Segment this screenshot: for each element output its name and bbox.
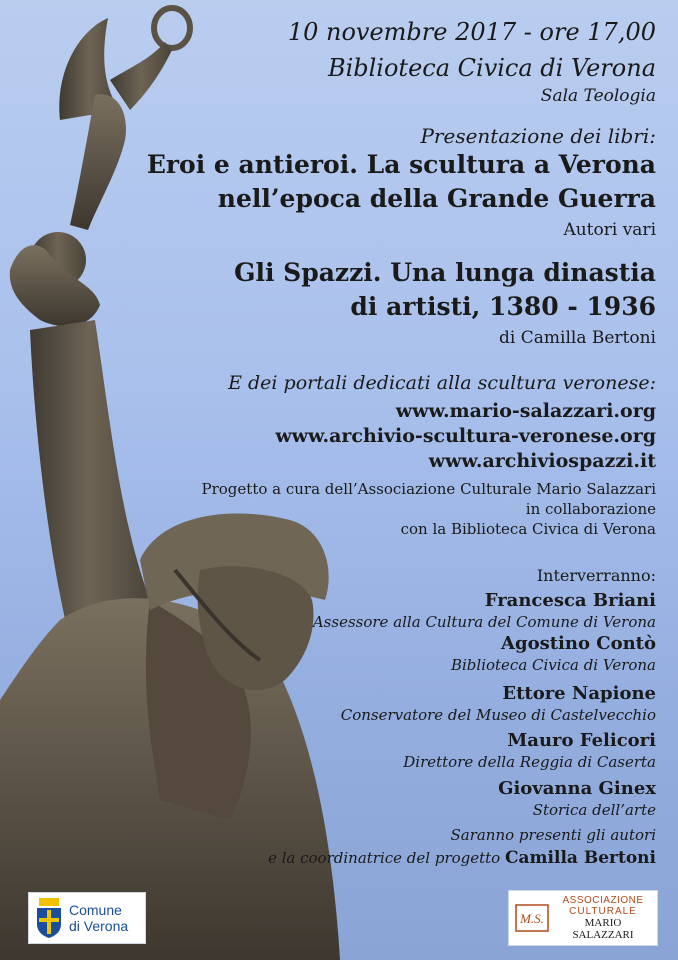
closing-line2 [268, 848, 656, 868]
portals-intro: E dei portali dedicati alla scultura veronese: [228, 372, 656, 394]
speaker-role: Direttore della Reggia di Caserta [403, 753, 656, 771]
speakers-intro: Interverranno: [536, 566, 656, 585]
speaker-name: Giovanna Ginex [498, 778, 656, 799]
coordinator-name: Camilla Bertoni [505, 848, 656, 868]
book1-title-line2: nell’epoca della Grande Guerra [217, 184, 656, 213]
project-credit-line2: in collaborazione [525, 500, 656, 518]
ms-monogram-icon [515, 901, 549, 935]
project-credit-line1: Progetto a cura dell’Associazione Culturale Mario Salazzari [201, 480, 656, 498]
book1-title-line1: Eroi e antieroi. La scultura a Verona [146, 150, 656, 179]
assoc-mark-text: M.S. [520, 911, 544, 926]
speaker-name: Francesca Briani [484, 590, 656, 611]
book2-author: di Camilla Bertoni [499, 328, 656, 348]
book1-author: Autori vari [563, 220, 656, 240]
speaker-name: Ettore Napione [502, 683, 656, 704]
verona-crest-icon [35, 898, 63, 938]
closing-line2-prefix: e la coordinatrice del progetto [267, 849, 501, 867]
assoc-logo-line2: CULTURALE [569, 906, 637, 917]
presentation-intro: Presentazione dei libri: [420, 124, 656, 148]
speaker-role: Storica dell’arte [532, 801, 656, 819]
speaker-role: Biblioteca Civica di Verona [450, 656, 656, 674]
portal-url-link[interactable]: www.archivio-scultura-veronese.org [275, 425, 656, 447]
speaker-name: Mauro Felicori [507, 730, 656, 751]
event-room: Sala Teologia [540, 86, 656, 106]
comune-logo-line2: di Verona [69, 918, 129, 934]
book2-title-line1: Gli Spazzi. Una lunga dinastia [234, 258, 656, 287]
project-credit-line3: con la Biblioteca Civica di Verona [400, 520, 656, 538]
speaker-role: Assessore alla Cultura del Comune di Verona [312, 613, 656, 631]
portal-url-link[interactable]: www.archiviospazzi.it [428, 450, 656, 472]
speaker-role: Conservatore del Museo di Castelvecchio [340, 706, 656, 724]
assoc-logo-line1: ASSOCIAZIONE [562, 895, 644, 906]
portal-url-link[interactable]: www.mario-salazzari.org [395, 400, 656, 422]
event-venue: Biblioteca Civica di Verona [327, 54, 656, 82]
book2-title-line2: di artisti, 1380 - 1936 [350, 292, 656, 321]
assoc-logo-line3: MARIO SALAZZARI [572, 917, 634, 941]
event-date-time: 10 novembre 2017 - ore 17,00 [287, 18, 656, 46]
comune-di-verona-logo [28, 892, 146, 944]
speaker-name: Agostino Contò [501, 633, 656, 654]
associazione-salazzari-logo [508, 890, 658, 946]
closing-line1: Saranno presenti gli autori [450, 826, 656, 844]
comune-logo-line1: Comune [69, 902, 122, 918]
